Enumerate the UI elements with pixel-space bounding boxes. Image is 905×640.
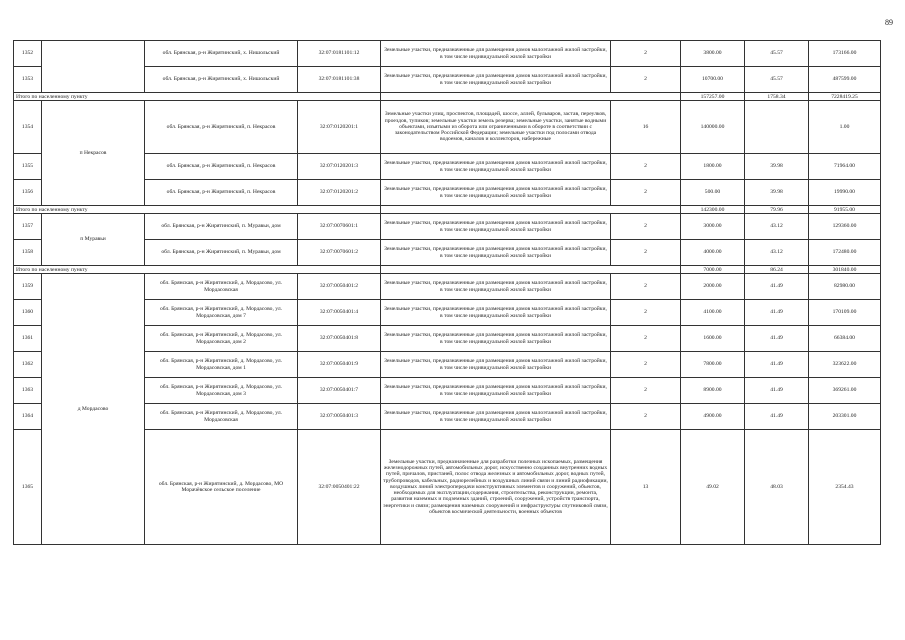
cadastral-number-cell: 32:07:0120201:3 (298, 154, 381, 180)
total-label-cell: Итого по населенному пункту (14, 93, 381, 101)
cadastral-value-cell: 203301.00 (809, 404, 881, 430)
specific-value-cell: 41.49 (745, 326, 809, 352)
group-code-cell: 2 (611, 274, 681, 300)
area-cell: 8900.00 (681, 378, 745, 404)
total-empty-cell (381, 206, 681, 214)
group-code-cell: 13 (611, 430, 681, 545)
address-cell: обл. Брянская, р-н Жирятинский, х. Нишольский (145, 41, 298, 67)
table-row (14, 430, 881, 545)
locality-total-row (14, 93, 881, 101)
table-row (14, 101, 881, 154)
specific-value-cell: 41.49 (745, 274, 809, 300)
cadastral-number-cell: 32:07:0050401:2 (298, 274, 381, 300)
total-area-cell: 7000.00 (681, 266, 745, 274)
locality-total-row (14, 206, 881, 214)
cadastral-value-cell: 173166.00 (809, 41, 881, 67)
cadastral-number-cell: 32:07:0120201:1 (298, 101, 381, 154)
cadastral-value-cell: 71964.00 (809, 154, 881, 180)
row-number-cell: 1359 (14, 274, 42, 300)
cadastral-value-cell: 19990.00 (809, 180, 881, 206)
address-cell: обл. Брянская, р-н Жирятинский, х. Нишольский (145, 67, 298, 93)
row-number-cell: 1365 (14, 430, 42, 545)
total-empty-cell (381, 266, 681, 274)
cadastral-value-cell: 323622.00 (809, 352, 881, 378)
group-code-cell: 2 (611, 180, 681, 206)
group-code-cell: 2 (611, 214, 681, 240)
total-cadastral-value-cell: 7228419.25 (809, 93, 881, 101)
group-code-cell: 2 (611, 352, 681, 378)
specific-value-cell: 43.12 (745, 214, 809, 240)
cadastral-value-cell: 1.00 (809, 101, 881, 154)
area-cell: 10700.00 (681, 67, 745, 93)
group-code-cell: 2 (611, 378, 681, 404)
address-cell: обл. Брянская, р-н Жирятинский, д. Мордасово, ул. Мордасовская, дом 2 (145, 326, 298, 352)
cadastral-number-cell: 32:07:0050401:7 (298, 378, 381, 404)
cadastral-number-cell: 32:07:0120201:2 (298, 180, 381, 206)
cadastral-value-cell: 170109.00 (809, 300, 881, 326)
cadastral-value-cell: 66384.00 (809, 326, 881, 352)
land-use-description-cell: Земельные участки, предназначенные для размещения домов малоэтажной жилой застройки, в том числе индивидуальной жилой застройки (381, 180, 611, 206)
specific-value-cell: 48.03 (745, 430, 809, 545)
cadastral-value-cell: 129360.00 (809, 214, 881, 240)
specific-value-cell: 45.57 (745, 67, 809, 93)
row-number-cell: 1363 (14, 378, 42, 404)
cadastral-number-cell: 32:07:0050401:4 (298, 300, 381, 326)
table-row (14, 154, 881, 180)
locality-total-row (14, 266, 881, 274)
area-cell: 500.00 (681, 180, 745, 206)
row-number-cell: 1361 (14, 326, 42, 352)
cadastral-number-cell: 32:07:0181101:12 (298, 41, 381, 67)
group-code-cell: 2 (611, 240, 681, 266)
specific-value-cell: 41.49 (745, 352, 809, 378)
row-number-cell: 1362 (14, 352, 42, 378)
registry-body (14, 41, 881, 545)
cadastral-value-cell: 369261.00 (809, 378, 881, 404)
cadastral-number-cell: 32:07:0070601:2 (298, 240, 381, 266)
specific-value-cell: 43.12 (745, 240, 809, 266)
table-row (14, 214, 881, 240)
area-cell: 49.02 (681, 430, 745, 545)
address-cell: обл. Брянская, р-н Жирятинский, п. Муравьи, дом (145, 240, 298, 266)
specific-value-cell: 41.49 (745, 378, 809, 404)
cadastral-number-cell: 32:07:0070601:1 (298, 214, 381, 240)
row-number-cell: 1353 (14, 67, 42, 93)
locality-cell: п Некрасов (42, 101, 145, 206)
table-row (14, 67, 881, 93)
cadastral-number-cell: 32:07:0050401:9 (298, 352, 381, 378)
land-use-description-cell: Земельные участки, предназначенные для размещения домов малоэтажной жилой застройки, в том числе индивидуальной жилой застройки (381, 300, 611, 326)
land-use-description-cell: Земельные участки, предназначенные для размещения домов малоэтажной жилой застройки, в том числе индивидуальной жилой застройки (381, 67, 611, 93)
address-cell: обл. Брянская, р-н Жирятинский, д. Мордасово, ул. Мордасовская (145, 274, 298, 300)
address-cell: обл. Брянская, р-н Жирятинский, д. Мордасово, ул. Мордасовская, дом 1 (145, 352, 298, 378)
area-cell: 140000.00 (681, 101, 745, 154)
total-area-cell: 157257.00 (681, 93, 745, 101)
total-cadastral-value-cell: 301840.00 (809, 266, 881, 274)
row-number-cell: 1356 (14, 180, 42, 206)
cadastral-value-cell: 172480.00 (809, 240, 881, 266)
land-use-description-cell: Земельные участки, предназначенные для размещения домов малоэтажной жилой застройки, в том числе индивидуальной жилой застройки (381, 274, 611, 300)
land-use-description-cell: Земельные участки, предназначенные для разработки полезных ископаемых, размещения железнодорожных путей, автомобильных дорог, искусственно созданных внутренних водных путей, причалов, пристаней, полос отвода железных и автомобильных дорог, водных путей, трубопроводов, кабельных, радиорелейных и воздушных линий связи и линий радиофикации, воздушных линий электропередачи конструктивных элементов и сооружений, объектов, необходимых для эксплуатации,содержания, строительства, реконструкции, ремонта, развития наземных и подземных зданий, строений, сооружений, устройств транспорта, энергетики и связи; размещения наземных сооружений и инфраструктуры спутниковой связи, объектов космической деятельности, военных объектов (381, 430, 611, 545)
cadastral-number-cell: 32:07:0181101:38 (298, 67, 381, 93)
total-empty-cell (381, 93, 681, 101)
group-code-cell: 2 (611, 300, 681, 326)
address-cell: обл. Брянская, р-н Жирятинский, п. Некрасов (145, 180, 298, 206)
locality-cell (42, 41, 145, 93)
cadastral-value-cell: 2354.43 (809, 430, 881, 545)
area-cell: 7800.00 (681, 352, 745, 378)
group-code-cell: 2 (611, 154, 681, 180)
table-row (14, 300, 881, 326)
area-cell: 3000.00 (681, 214, 745, 240)
address-cell: обл. Брянская, р-н Жирятинский, п. Некрасов (145, 154, 298, 180)
specific-value-cell: 45.57 (745, 41, 809, 67)
page-number: 89 (885, 18, 893, 27)
area-cell: 2000.00 (681, 274, 745, 300)
land-use-description-cell: Земельные участки, предназначенные для размещения домов малоэтажной жилой застройки, в том числе индивидуальной жилой застройки (381, 404, 611, 430)
land-use-description-cell: Земельные участки улиц, проспектов, площадей, шоссе, аллей, бульваров, застав, переулков, проездов, тупиков; земельные участки земель резерва; земельные участки, занятые водными объектами, изъятыми из оборота или ограниченными в обороте в соответствии с законодательством Российской Федерации; земельные участки под полосами отвода водоемов, каналов и коллекторов, набережные (381, 101, 611, 154)
table-row (14, 180, 881, 206)
area-cell: 3800.00 (681, 41, 745, 67)
total-label-cell: Итого по населенному пункту (14, 266, 381, 274)
cadastral-value-cell: 487599.00 (809, 67, 881, 93)
row-number-cell: 1360 (14, 300, 42, 326)
area-cell: 4000.00 (681, 240, 745, 266)
locality-cell: д Мордасово (42, 274, 145, 545)
cadastral-value-cell: 82980.00 (809, 274, 881, 300)
land-use-description-cell: Земельные участки, предназначенные для размещения домов малоэтажной жилой застройки, в том числе индивидуальной жилой застройки (381, 154, 611, 180)
table-row (14, 352, 881, 378)
address-cell: обл. Брянская, р-н Жирятинский, д. Мордасово, ул. Мордасовская, дом 3 (145, 378, 298, 404)
group-code-cell: 2 (611, 67, 681, 93)
address-cell: обл. Брянская, р-н Жирятинский, д. Мордасово, ул. Мордасовская (145, 404, 298, 430)
land-registry-table (13, 40, 881, 545)
table-row (14, 404, 881, 430)
land-use-description-cell: Земельные участки, предназначенные для размещения домов малоэтажной жилой застройки, в том числе индивидуальной жилой застройки (381, 378, 611, 404)
total-specific-value-cell: 79.96 (745, 206, 809, 214)
locality-cell: п Муравьи (42, 214, 145, 266)
specific-value-cell: 39.98 (745, 180, 809, 206)
cadastral-number-cell: 32:07:0050401:3 (298, 404, 381, 430)
area-cell: 4900.00 (681, 404, 745, 430)
area-cell: 1800.00 (681, 154, 745, 180)
specific-value-cell: 41.49 (745, 404, 809, 430)
total-specific-value-cell: 1758.34 (745, 93, 809, 101)
specific-value-cell: 41.49 (745, 300, 809, 326)
land-use-description-cell: Земельные участки, предназначенные для размещения домов малоэтажной жилой застройки, в том числе индивидуальной жилой застройки (381, 352, 611, 378)
area-cell: 4100.00 (681, 300, 745, 326)
specific-value-cell: 39.98 (745, 154, 809, 180)
row-number-cell: 1358 (14, 240, 42, 266)
table-row (14, 41, 881, 67)
table-row (14, 274, 881, 300)
table-row (14, 326, 881, 352)
total-label-cell: Итого по населенному пункту (14, 206, 381, 214)
specific-value-cell (745, 101, 809, 154)
total-specific-value-cell: 86.24 (745, 266, 809, 274)
land-use-description-cell: Земельные участки, предназначенные для размещения домов малоэтажной жилой застройки, в том числе индивидуальной жилой застройки (381, 240, 611, 266)
group-code-cell: 2 (611, 41, 681, 67)
cadastral-number-cell: 32:07:0050401:8 (298, 326, 381, 352)
group-code-cell: 16 (611, 101, 681, 154)
land-use-description-cell: Земельные участки, предназначенные для размещения домов малоэтажной жилой застройки, в том числе индивидуальной жилой застройки (381, 326, 611, 352)
area-cell: 1600.00 (681, 326, 745, 352)
address-cell: обл. Брянская, р-н Жирятинский, д. Мордасово, ул. Мордасовская, дом 7 (145, 300, 298, 326)
row-number-cell: 1357 (14, 214, 42, 240)
group-code-cell: 2 (611, 404, 681, 430)
land-use-description-cell: Земельные участки, предназначенные для размещения домов малоэтажной жилой застройки, в том числе индивидуальной жилой застройки (381, 41, 611, 67)
row-number-cell: 1354 (14, 101, 42, 154)
land-use-description-cell: Земельные участки, предназначенные для размещения домов малоэтажной жилой застройки, в том числе индивидуальной жилой застройки (381, 214, 611, 240)
table-row (14, 240, 881, 266)
row-number-cell: 1355 (14, 154, 42, 180)
address-cell: обл. Брянская, р-н Жирятинский, п. Некрасов (145, 101, 298, 154)
address-cell: обл. Брянская, р-н Жирятинский, п. Муравьи, дом (145, 214, 298, 240)
address-cell: обл. Брянская, р-н Жирятинский, д. Мордасово, МО Морачёвское сельское поселение (145, 430, 298, 545)
row-number-cell: 1352 (14, 41, 42, 67)
group-code-cell: 2 (611, 326, 681, 352)
row-number-cell: 1364 (14, 404, 42, 430)
table-row (14, 378, 881, 404)
total-cadastral-value-cell: 91955.00 (809, 206, 881, 214)
total-area-cell: 142300.00 (681, 206, 745, 214)
cadastral-number-cell: 32:07:0050401:22 (298, 430, 381, 545)
